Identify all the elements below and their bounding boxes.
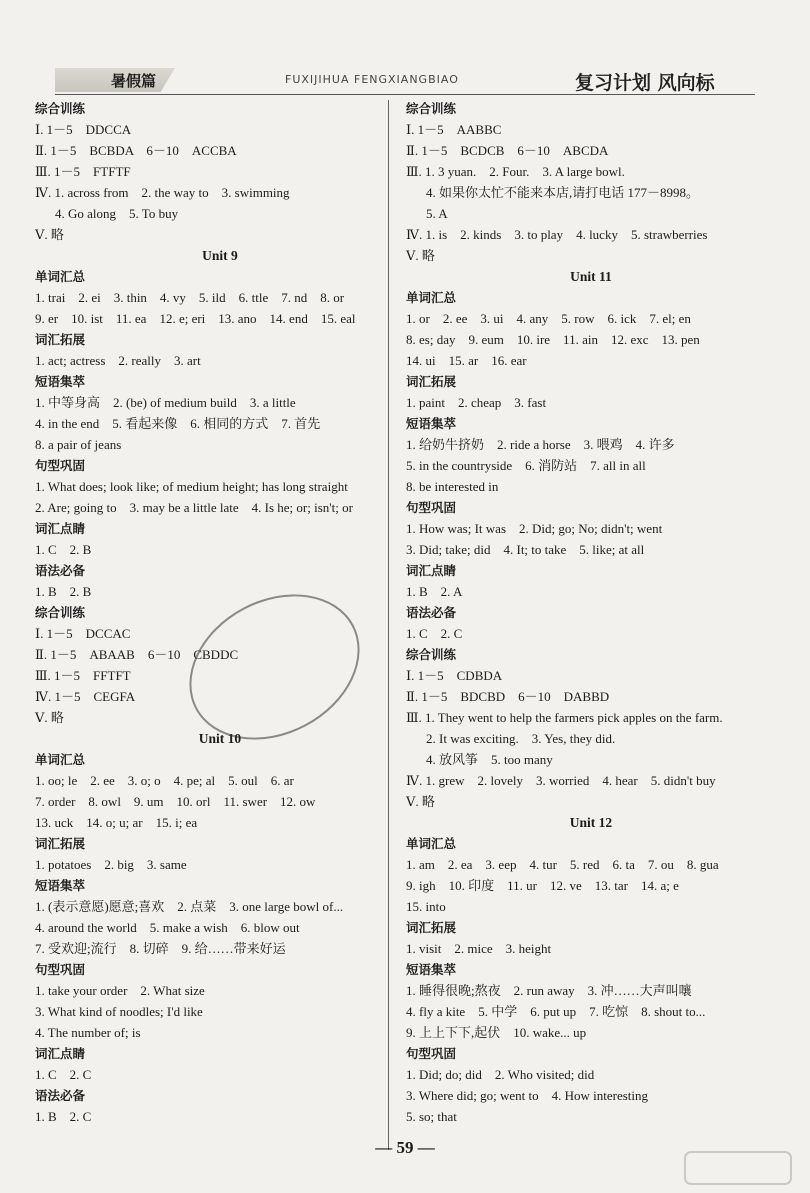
answer-line: 1. potatoes 2. big 3. same	[35, 857, 187, 872]
answer-line: 1. How was; It was 2. Did; go; No; didn't; went	[406, 521, 663, 536]
section-heading: 短语集萃	[406, 962, 457, 977]
section-heading: 词汇拓展	[35, 836, 86, 851]
answer-line: Ⅴ. 略	[35, 710, 64, 725]
left-column	[35, 98, 405, 1127]
answer-line: 1. paint 2. cheap 3. fast	[406, 395, 547, 410]
answer-line: 1. take your order 2. What size	[35, 983, 205, 998]
header-label: 暑假篇	[111, 72, 157, 90]
answer-line: 3. Did; take; did 4. It; to take 5. like; at all	[406, 542, 645, 557]
answer-line: 1. C 2. C	[406, 626, 463, 641]
answer-line: 3. What kind of noodles; I'd like	[35, 1004, 203, 1019]
answer-line: Ⅳ. 1. across from 2. the way to 3. swimming	[35, 185, 290, 200]
answer-line: 8. a pair of jeans	[35, 437, 122, 452]
section-heading: 综合训练	[35, 605, 86, 620]
answer-line: Ⅱ. 1－5 BCBDA 6－10 ACCBA	[35, 143, 237, 158]
answer-line: Ⅳ. 1－5 CEGFA	[35, 689, 136, 704]
answer-line: Ⅰ. 1－5 AABBC	[406, 122, 502, 137]
page-header	[55, 68, 755, 95]
answer-line: 9. igh 10. 印度 11. ur 12. ve 13. tar 14. a; e	[406, 878, 679, 893]
section-heading: 词汇拓展	[35, 332, 86, 347]
answer-line: 4. fly a kite 5. 中学 6. put up 7. 吃惊 8. shout to...	[406, 1004, 706, 1019]
section-heading: 单词汇总	[35, 269, 86, 284]
answer-line: Ⅳ. 1. grew 2. lovely 3. worried 4. hear 5. didn't buy	[406, 773, 716, 788]
answer-line: 1. B 2. C	[35, 1109, 92, 1124]
answer-line: 2. Are; going to 3. may be a little late 4. Is he; or; isn't; or	[35, 500, 353, 515]
answer-line: Ⅲ. 1－5 FFTFT	[35, 668, 131, 683]
section-heading: 句型巩固	[406, 500, 457, 515]
unit-title: Unit 9	[202, 248, 238, 263]
section-heading: 综合训练	[406, 101, 457, 116]
answer-line: Ⅲ. 1. They went to help the farmers pick apples on the farm.	[406, 710, 723, 725]
answer-line: Ⅴ. 略	[406, 248, 435, 263]
section-heading: 综合训练	[35, 101, 86, 116]
answer-line: 1. C 2. B	[35, 542, 92, 557]
section-heading: 语法必备	[35, 1088, 86, 1103]
section-heading: 词汇点睛	[406, 563, 457, 578]
answer-line: 4. Go along 5. To buy	[55, 206, 179, 221]
answer-line: Ⅰ. 1－5 CDBDA	[406, 668, 503, 683]
answer-line: 1. 中等身高 2. (be) of medium build 3. a little	[35, 395, 296, 410]
answer-line: Ⅱ. 1－5 ABAAB 6－10 CBDDC	[35, 647, 239, 662]
answer-line: Ⅰ. 1－5 DDCCA	[35, 122, 132, 137]
answer-line: 9. er 10. ist 11. ea 12. e; eri 13. ano 14. end 15. eal	[35, 311, 356, 326]
section-heading: 短语集萃	[35, 878, 86, 893]
answer-line: 15. into	[406, 899, 446, 914]
answer-line: Ⅲ. 1－5 FTFTF	[35, 164, 131, 179]
answer-line: 4. around the world 5. make a wish 6. blow out	[35, 920, 300, 935]
unit-title: Unit 10	[198, 731, 242, 746]
answer-line: Ⅴ. 略	[406, 794, 435, 809]
answer-line: 1. What does; look like; of medium height; has long straight	[35, 479, 348, 494]
section-heading: 句型巩固	[35, 962, 86, 977]
answer-line: 2. It was exciting. 3. Yes, they did.	[426, 731, 616, 746]
answer-line: 14. ui 15. ar 16. ear	[406, 353, 527, 368]
section-heading: 短语集萃	[406, 416, 457, 431]
page-number: — 59 —	[375, 1138, 435, 1157]
answer-line: 1. or 2. ee 3. ui 4. any 5. row 6. ick 7. el; en	[406, 311, 691, 326]
section-heading: 词汇拓展	[406, 920, 457, 935]
answer-line: 4. The number of; is	[35, 1025, 141, 1040]
answer-line: 4. 如果你太忙不能来本店,请打电话 177－8998。	[426, 185, 700, 200]
section-heading: 单词汇总	[406, 290, 457, 305]
answer-line: 7. 受欢迎;流行 8. 切碎 9. 给……带来好运	[35, 941, 286, 956]
answer-line: 1. act; actress 2. really 3. art	[35, 353, 201, 368]
answer-line: 8. be interested in	[406, 479, 499, 494]
answer-line: Ⅴ. 略	[35, 227, 64, 242]
answer-line: 5. A	[426, 206, 448, 221]
answer-line: 13. uck 14. o; u; ar 15. i; ea	[35, 815, 198, 830]
answer-line: Ⅱ. 1－5 BDCBD 6－10 DABBD	[406, 689, 610, 704]
answer-line: 9. 上上下下,起伏 10. wake... up	[406, 1025, 587, 1040]
answer-line: 4. 放风筝 5. too many	[426, 752, 553, 767]
answer-line: 1. 睡得很晚;熬夜 2. run away 3. 冲……大声叫嚷	[406, 983, 692, 998]
answer-line: 1. C 2. C	[35, 1067, 92, 1082]
answer-line: Ⅰ. 1－5 DCCAC	[35, 626, 131, 641]
answer-line: Ⅲ. 1. 3 yuan. 2. Four. 3. A large bowl.	[406, 164, 625, 179]
answer-line: 4. in the end 5. 看起来像 6. 相同的方式 7. 首先	[35, 416, 321, 431]
answer-line: 1. B 2. B	[35, 584, 92, 599]
section-heading: 词汇点睛	[35, 1046, 86, 1061]
answer-line: 1. 给奶牛挤奶 2. ride a horse 3. 喂鸡 4. 许多	[406, 437, 675, 452]
answer-line: 1. trai 2. ei 3. thin 4. vy 5. ild 6. ttle 7. nd 8. or	[35, 290, 345, 305]
answer-line: 3. Where did; go; went to 4. How interesting	[406, 1088, 649, 1103]
section-heading: 单词汇总	[35, 752, 86, 767]
section-heading: 语法必备	[35, 563, 86, 578]
answer-line: 7. order 8. owl 9. um 10. orl 11. swer 12. ow	[35, 794, 316, 809]
answer-line: 1. visit 2. mice 3. height	[406, 941, 552, 956]
section-heading: 短语集萃	[35, 374, 86, 389]
answer-line: 1. am 2. ea 3. eep 4. tur 5. red 6. ta 7. ou 8. gua	[406, 857, 719, 872]
header-brand-logo: 复习计划 风向标	[575, 72, 715, 94]
answer-line: 8. es; day 9. eum 10. ire 11. ain 12. exc 13. pen	[406, 332, 700, 347]
answer-line: 1. B 2. A	[406, 584, 463, 599]
answer-line: Ⅳ. 1. is 2. kinds 3. to play 4. lucky 5. strawberries	[406, 227, 708, 242]
watermark-logo	[683, 1148, 793, 1188]
section-heading: 词汇点睛	[35, 521, 86, 536]
right-column	[406, 98, 776, 1127]
section-heading: 词汇拓展	[406, 374, 457, 389]
answer-line: 1. Did; do; did 2. Who visited; did	[406, 1067, 595, 1082]
section-heading: 综合训练	[406, 647, 457, 662]
unit-title: Unit 11	[570, 269, 612, 284]
section-heading: 句型巩固	[406, 1046, 457, 1061]
answer-line: 5. so; that	[406, 1109, 457, 1124]
section-heading: 单词汇总	[406, 836, 457, 851]
answer-line: 5. in the countryside 6. 消防站 7. all in all	[406, 458, 646, 473]
section-heading: 句型巩固	[35, 458, 86, 473]
header-series: FUXIJIHUA FENGXIANGBIAO	[285, 73, 459, 86]
unit-title: Unit 12	[569, 815, 613, 830]
answer-line: Ⅱ. 1－5 BCDCB 6－10 ABCDA	[406, 143, 609, 158]
answer-line: 1. oo; le 2. ee 3. o; o 4. pe; al 5. oul 6. ar	[35, 773, 294, 788]
section-heading: 语法必备	[406, 605, 457, 620]
answer-line: 1. (表示意愿)愿意;喜欢 2. 点菜 3. one large bowl of...	[35, 899, 344, 914]
